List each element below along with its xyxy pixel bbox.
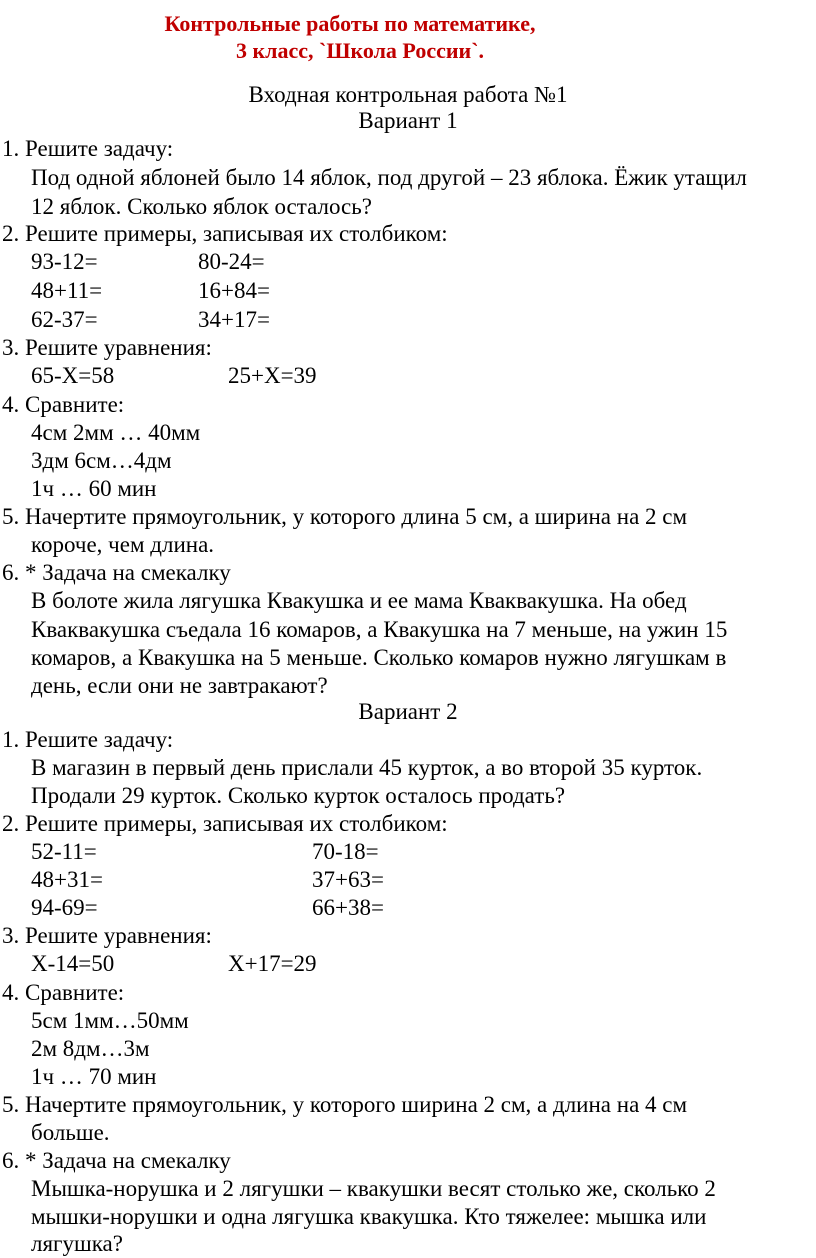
v2-compare-item: 5см 1мм…50мм [31,1008,189,1033]
v2-task-6-text: мышки-норушки и одна лягушка квакушка. Кто тяжелее: мышка или [31,1204,707,1229]
v1-compare-item: 4см 2мм … 40мм [31,420,201,445]
v1-task-3-title: 3. Решите уравнения: [2,335,212,360]
v2-task-2-title: 2. Решите примеры, записывая их столбиком: [2,811,448,836]
v2-task-5-text: больше. [31,1120,110,1145]
document-title: Входная контрольная работа №1 [248,82,568,107]
v1-task-5-text: короче, чем длина. [31,532,215,557]
v1-example: 48+11= [31,278,103,303]
v1-example: 62-37= [31,307,98,332]
v2-example: 37+63= [312,867,384,892]
v1-task-1-text: 12 яблок. Сколько яблок осталось? [31,194,372,219]
v2-example: 94-69= [31,895,98,920]
v1-task-6-text: Кваквакушка съедала 16 комаров, а Квакушка на 7 меньше, на ужин 15 [31,617,728,642]
v1-example: 80-24= [198,249,265,274]
v2-task-6-text: лягушка? [31,1231,123,1256]
v1-compare-item: 3дм 6см…4дм [31,448,172,473]
v2-task-1-text: Продали 29 курток. Сколько курток осталось продать? [31,783,566,808]
v1-example: 93-12= [31,249,98,274]
v1-task-5-text: 5. Начертите прямоугольник, у которого длина 5 см, а ширина на 2 см [2,504,688,529]
v1-compare-item: 1ч … 60 мин [31,476,157,501]
variant-1-label: Вариант 1 [358,108,458,133]
v1-task-1-text: Под одной яблоней было 14 яблок, под другой – 23 яблока. Ёжик утащил [31,165,747,190]
v2-task-5-text: 5. Начертите прямоугольник, у которого ширина 2 см, а длина на 4 см [2,1092,688,1117]
v1-equation: 65-X=58 [31,363,115,388]
v2-example: 52-11= [31,839,97,864]
v2-equation: X+17=29 [228,951,317,976]
v2-example: 66+38= [312,895,384,920]
v2-task-3-title: 3. Решите уравнения: [2,923,212,948]
v2-task-6-text: Мышка-норушка и 2 лягушки – квакушки весят столько же, сколько 2 [31,1176,716,1201]
v2-example: 70-18= [312,839,379,864]
v2-equation: X-14=50 [31,951,115,976]
header-line-1: Контрольные работы по математике, [164,11,536,36]
v1-task-4-title: 4. Сравните: [2,392,125,417]
header-line-2: 3 класс, `Школа России`. [235,38,485,63]
v2-task-1-title: 1. Решите задачу: [2,727,174,752]
v1-example: 16+84= [198,278,270,303]
v2-task-6-title: 6. * Задача на смекалку [2,1148,231,1173]
v2-compare-item: 2м 8дм…3м [31,1036,150,1061]
v1-task-6-text: день, если они не завтракают? [31,673,328,698]
v1-equation: 25+X=39 [228,363,317,388]
v1-task-1-title: 1. Решите задачу: [2,136,174,161]
v2-example: 48+31= [31,867,103,892]
v1-task-2-title: 2. Решите примеры, записывая их столбиком: [2,221,448,246]
v1-task-6-title: 6. * Задача на смекалку [2,560,231,585]
v2-compare-item: 1ч … 70 мин [31,1064,157,1089]
v2-task-1-text: В магазин в первый день прислали 45 курток, а во второй 35 курток. [31,755,703,780]
v1-task-6-text: комаров, а Квакушка на 5 меньше. Сколько комаров нужно лягушкам в [31,645,727,670]
v2-task-4-title: 4. Сравните: [2,980,125,1005]
variant-2-label: Вариант 2 [358,699,458,724]
v1-task-6-text: В болоте жила лягушка Квакушка и ее мама Кваквакушка. На обед [31,588,687,613]
v1-example: 34+17= [198,307,270,332]
